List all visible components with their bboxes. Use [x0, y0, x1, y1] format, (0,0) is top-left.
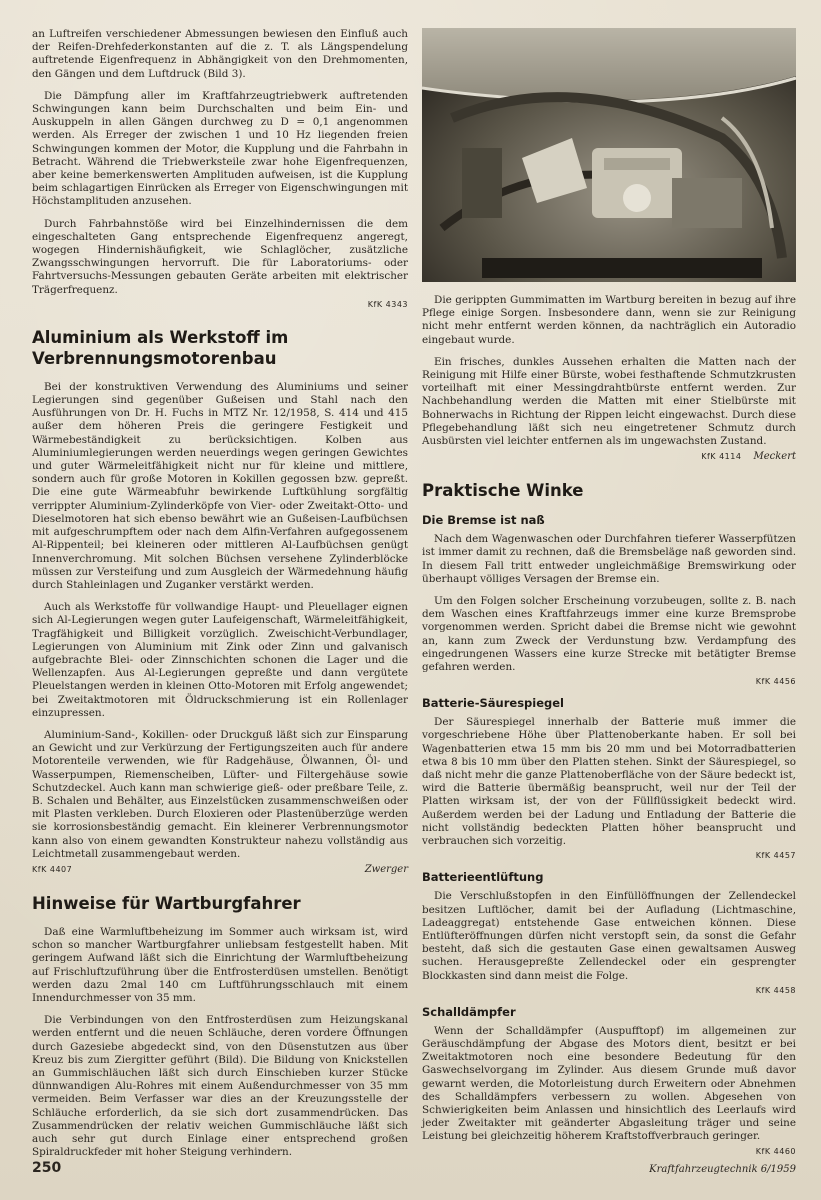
engine-bay-photo	[422, 28, 796, 282]
bremse-paragraph-2: Um den Folgen solcher Erscheinung vorzubeugen, sollte z. B. nach dem Waschen eines Kraftfahrzeugs immer eine kurze Bremsprobe vorgenommen werden. Spricht dabei die Bremse nicht wie gewohnt an, kann zum Zweck der Verdunstung bzw. Verdampfung des eingedrungenen Wassers eine kurze Strecke mit betätigter Bremse gefahren werden.	[422, 595, 796, 674]
aluminium-paragraph-3: Aluminium-Sand-, Kokillen- oder Druckguß läßt sich zur Einsparung an Gewicht und zur Verkürzung der Fertigungszeiten auch für andere Motorenteile verwenden, wie für Radgehäuse, Ölwannen, Öl- und Wasserpumpen, Riemenscheiben, Lüfter- und Filtergehäuse sowie Schutzdeckel. Auch kann man schwierige gieß- oder preßbare Teile, z. B. Schalen und Behälter, aus Einzelstücken zusammenschweißen oder mit Plasten verkleben. Durch Eloxieren oder Plastenüberzüge werden sie korrosionsbeständig gemacht. Ein kleinerer Verbrennungsmotor kann also von einem gewandten Konstrukteur nahezu vollständig aus Leichtmetall zusammengebaut werden.	[32, 728, 408, 860]
bremse-article-code: KfK 4456	[755, 677, 796, 687]
wartburg-signature	[422, 451, 796, 462]
schalldaempfer-heading: Schalldämpfer	[422, 1004, 516, 1019]
aluminium-signature	[32, 864, 408, 875]
schalldaempfer-paragraph-1: Wenn der Schalldämpfer (Auspufftopf) im allgemeinen zur Geräuschdämpfung der Abgase des Motors dient, besitzt er bei Zweitaktmotoren noch eine besondere Bedeutung für den Gaswechselvorgang im Zylinder. Aus diesem Grunde muß davor gewarnt werden, die Motorleistung durch Erweitern oder Abnehmen des Schalldämpfers verbessern zu wollen. Abgesehen von Schwierigkeiten beim Anlassen und hinsichtlich des Leerlaufs wird jeder Zweitakter mit geänderter Abgasleitung träger und seine Leistung bei gleichzeitig höherem Kraftstoffverbrauch geringer.	[422, 1024, 796, 1143]
batterie-article-code: KfK 4457	[755, 851, 796, 861]
entlueftung-paragraph-1: Die Verschlußstopfen in den Einfüllöffnungen der Zellendeckel besitzen Luftlöcher, damit bei der Aufladung (Lichtmaschine, Ladeaggregat) entstehende Gase entweichen können. Diese Entlüfteröffnungen dürfen nicht verstopft sein, da sonst die Gefahr besteht, daß sich die gestauten Gase einen gewaltsamen Ausweg suchen. Herausgepreßte Zellendeckel oder ein gesprengter Blockkasten sind dann meist die Folge.	[422, 890, 796, 982]
bremse-heading: Die Bremse ist naß	[422, 513, 545, 528]
schalldaempfer-article-code: KfK 4460	[755, 1146, 796, 1156]
batterie-paragraph-1: Der Säurespiegel innerhalb der Batterie muß immer die vorgeschriebene Höhe über Plattenoberkante haben. Er soll bei Wagenbatterien etwa 15 mm bis 20 mm und bei Motorradbatterien etwa 8 bis 10 mm über den Platten stehen. Sinkt der Säurespiegel, so daß nicht mehr die ganze Plattenoberfläche von der Säure bedeckt ist, wird die Batterie übermäßig beansprucht, weil nur der Teil der Platten wirksam ist, der von der Füllflüssigkeit bedeckt wird. Außerdem werden bei der Ladung und Entladung der Batterie die nicht vollständig bedeckten Platten höher beansprucht und verbrauchen sich vorzeitig.	[422, 716, 796, 848]
aluminium-paragraph-1: Bei der konstruktiven Verwendung des Aluminiums und seiner Legierungen sind gegenüber Gußeisen und Stahl nach den Ausführungen von Dr. H. Fuchs in MTZ Nr. 12/1958, S. 414 und 415 außer dem höheren Preis die geringere Festigkeit und Wärmebeständigkeit zu berücksichtigen. Kolben aus Aluminiumlegierungen werden neuerdings wegen geringen Gewichtes und guter Wärmeleitfähigkeit nicht nur für kleine und mittlere, sondern auch für große Motoren in Kokillen gegossen bzw. gepreßt. Die eine gute Wärmeabfuhr bewirkende Luftkühlung sorgfältig verrippter Aluminium-Zylinderköpfe von Vier- oder Zweitakt-Otto- und Dieselmotoren hat sich ebenso bewährt wie an Gußeisen-Laufbüchsen mit aufgeschrumpftem oder nach dem Alfin-Verfahren aufgegossenem Al-Rippenteil; bei kleineren oder mittleren Al-Laufbüchsen genügt Innenverchromung. Mit solchen Büchsen versehene Zylinderblöcke müssen zur Versteifung und zum Ausgleich der Wärmedehnung häufig durch Stahleinlagen und Zuganker verstärkt werden.	[32, 380, 408, 591]
page-footer	[32, 1160, 796, 1176]
wartburg-paragraph-3: Die gerippten Gummimatten im Wartburg bereiten in bezug auf ihre Pflege einige Sorgen. Insbesondere dann, wenn sie zur Reinigung nicht mehr entfernt werden können, da nachträglich ein Autoradio eingebaut wurde.	[422, 294, 796, 346]
wartburg-paragraph-1: Daß eine Warmluftbeheizung im Sommer auch wirksam ist, wird schon so mancher Wartburgfahrer unliebsam festgestellt haben. Mit geringem Aufwand läßt sich die Einrichtung der Warmluftbeheizung auf Frischluftzuführung über die Entfrosterdüsen umstellen. Benötigt werden dazu 2mal 140 cm Luftführungsschlauch mit einem Innendurchmesser von 35 mm.	[32, 925, 408, 1004]
bremse-signature	[422, 677, 796, 686]
wartburg-paragraph-2: Die Verbindungen von den Entfrosterdüsen zum Heizungskanal werden entfernt und die neuen Schläuche, deren vordere Öffnungen durch Gazesiebe abgedeckt sind, von den Düsenstutzen aus über Kreuz bis zum Ziergitter geführt (Bild). Die Bildung von Knickstellen an Gummischläuchen läßt sich durch Einschieben kurzer Stücke dünnwandigen Alu-Rohres mit einem Außendurchmesser von 35 mm vermeiden. Beim Verfasser war dies an der Kreuzungsstelle der Schläuche erforderlich, da sie sich dort zusammendrücken. Das Zusammendrücken der relativ weichen Gummischläuche läßt sich auch sehr gut durch Einlage einer entsprechend großen Spiraldruckfeder mit hoher Steigung verhindern.	[32, 1014, 408, 1159]
left-column	[32, 28, 408, 1168]
entlueftung-article-code: KfK 4458	[755, 985, 796, 995]
intro-paragraph-2: Die Dämpfung aller im Kraftfahrzeugtriebwerk auftretenden Schwingungen kann beim Durchschalten und beim Ein- und Auskuppeln in allen Gängen durchweg zu D = 0,1 angenommen werden. Als Erreger der zwischen 1 und 10 Hz liegenden freien Schwingungen kommen der Motor, die Kupplung und die Fahrbahn in Betracht. Während die Triebwerksteile zwar hohe Eigenfrequenzen, aber keine bemerkenswerten Amplituden aufweisen, ist die Kupplung beim schlagartigen Einrücken als Erreger von Eigenschwingungen mit Höchstamplituden anzusehen.	[32, 89, 408, 208]
bremse-paragraph-1: Nach dem Wagenwaschen oder Durchfahren tieferer Wasserpfützen ist immer damit zu rechnen, daß die Bremsbeläge naß geworden sind. In diesem Fall tritt entweder ungleichmäßige Bremswirkung oder überhaupt völliges Versagen der Bremse ein.	[422, 533, 796, 585]
wartburg-heading: Hinweise für Wartburgfahrer	[32, 893, 301, 913]
engine-bay-photo-graphic	[422, 28, 796, 282]
batterieentlueftung-heading: Batterieentlüftung	[422, 870, 544, 885]
batterie-signature	[422, 851, 796, 860]
aluminium-heading: Aluminium als Werkstoff im Verbrennungsmotorenbau	[32, 327, 289, 368]
page-number: 250	[32, 1160, 62, 1176]
intro-paragraph-3: Durch Fahrbahnstöße wird bei Einzelhindernissen die dem eingeschalteten Gang entsprechende Eigenfrequenz angeregt, wogegen Hindernishäufigkeit, wie Schlaglöcher, zusätzliche Zwangsschwingungen hervorruft. Die für Laboratoriums- oder Fahrtversuchs-Messungen gebauten Geräte arbeiten mit elektrischer Trägerfrequenz.	[32, 217, 408, 296]
intro-paragraph-1: an Luftreifen verschiedener Abmessungen bewiesen den Einfluß auch der Reifen-Drehfederkonstanten auf die z. T. als Längspendelung auftretende Eigenfrequenz in Abhängigkeit von den Drehmomenten, den Gängen und dem Luftdruck (Bild 3).	[32, 28, 408, 80]
batterie-saeurespiegel-heading: Batterie-Säurespiegel	[422, 696, 564, 711]
praktische-winke-heading: Praktische Winke	[422, 481, 584, 501]
schalldaempfer-signature	[422, 1147, 796, 1156]
wartburg-article-code: KfK 4114	[701, 452, 742, 462]
aluminium-article-code: KfK 4407	[32, 864, 73, 874]
wartburg-author: Meckert	[753, 451, 796, 463]
entlueftung-signature	[422, 986, 796, 995]
intro-signature	[32, 300, 408, 309]
aluminium-author: Zwerger	[364, 863, 408, 875]
journal-citation: Kraftfahrzeugtechnik 6/1959	[649, 1164, 796, 1175]
intro-article-code: KfK 4343	[367, 299, 408, 309]
wartburg-paragraph-4: Ein frisches, dunkles Aussehen erhalten die Matten nach der Reinigung mit Hilfe einer Bürste, wobei festhaftende Schmutzkrusten vorteilhaft mit einer Messingdrahtbürste entfernt werden. Zur Nachbehandlung werden die Matten mit einer Stielbürste mit Bohnerwachs in Richtung der Rippen leicht eingewachst. Durch diese Pflegebehandlung läßt sich neu eingetretener Schmutz durch Ausbürsten viel leichter entfernen als im ungewachsten Zustand.	[422, 355, 796, 448]
right-column	[422, 28, 796, 1166]
aluminium-paragraph-2: Auch als Werkstoffe für vollwandige Haupt- und Pleuellager eignen sich Al-Legierungen wegen guter Laufeigenschaft, Wärmeleitfähigkeit, Tragfähigkeit und Billigkeit vorzüglich. Zweischicht-Verbundlager, Legierungen von Aluminium mit Zink oder Zinn und galvanisch aufgebrachte Blei- oder Zinnschichten schonen die Lager und die Wellenzapfen. Aus Al-Legierungen gepreßte und dann vergütete Pleuelstangen werden in kleinen Otto-Motoren mit Erfolg angewendet; bei Zweitaktmotoren mit Öldruckschmierung ist ein Rollenlager einzupressen.	[32, 601, 408, 719]
